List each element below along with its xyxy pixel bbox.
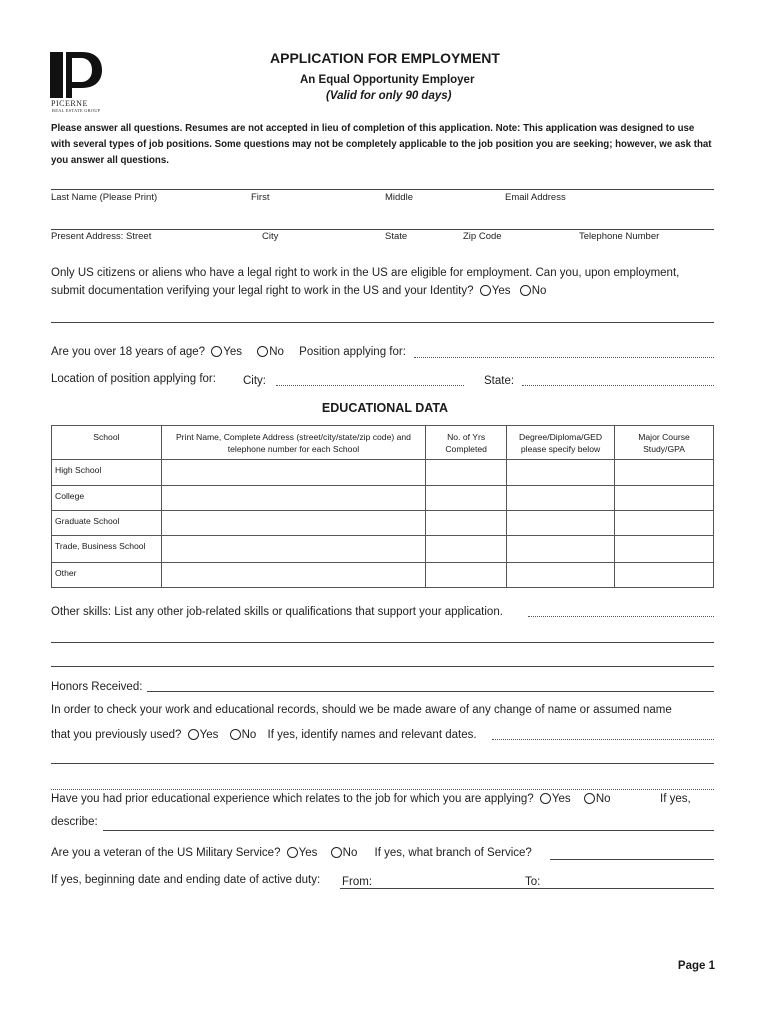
veteran-yes-radio[interactable] (287, 847, 298, 858)
location-city-field[interactable] (276, 385, 464, 386)
header-degree: Degree/Diploma/GED please specify below (507, 426, 615, 460)
table-row (52, 563, 714, 588)
education-header-row (52, 426, 714, 460)
header-school: School (52, 426, 162, 460)
header-address: Print Name, Complete Address (street/city/state/zip code) and telephone number for each School (161, 426, 425, 460)
table-row (52, 511, 714, 536)
table-row (52, 486, 714, 511)
table-row (52, 536, 714, 563)
age-no-label: No (269, 346, 284, 358)
cell-input[interactable] (615, 486, 714, 511)
name-change-line-3[interactable] (51, 789, 714, 790)
last-name-label: Last Name (Please Print) (51, 192, 158, 203)
cell-input[interactable] (161, 563, 425, 588)
veteran-no-label: No (342, 847, 358, 859)
cell-input[interactable] (426, 536, 507, 563)
location-label: Location of position applying for: (51, 373, 216, 385)
age-question: Are you over 18 years of age? (51, 346, 206, 358)
instructions: Please answer all questions. Resumes are not accepted in lieu of completion of this application. Note: This application was designed to use with several types of job positions. Some questions may not be completely applicable to the job position you are seeking; however, we ask that you answer all questions. (51, 123, 712, 166)
cell-input[interactable] (426, 460, 507, 486)
form-validity: (Valid for only 90 days) (326, 90, 452, 102)
table-row (52, 460, 714, 486)
form-subtitle: An Equal Opportunity Employer (300, 74, 475, 86)
location-city-label: City: (243, 375, 266, 387)
logo-wordmark: PICERNE (51, 99, 88, 108)
duty-to-label: To: (525, 876, 541, 888)
duty-from-label: From: (342, 876, 373, 888)
duty-dates-field[interactable] (340, 888, 714, 889)
cell-input[interactable] (507, 563, 615, 588)
cell-input[interactable] (426, 563, 507, 588)
cell-input[interactable] (426, 511, 507, 536)
other-skills-label: Other skills: List any other job-related skills or qualifications that support your application. (51, 606, 503, 618)
prior-edu-describe-field[interactable] (103, 830, 714, 831)
form-title: APPLICATION FOR EMPLOYMENT (270, 50, 500, 66)
name-change-field[interactable] (492, 739, 714, 740)
prior-edu-no-radio[interactable] (584, 793, 595, 804)
veteran-branch-label: If yes, what branch of Service? (374, 847, 532, 859)
honors-label: Honors Received: (51, 681, 143, 693)
veteran-row (51, 847, 532, 859)
age-yes-label: Yes (223, 346, 243, 358)
prior-edu-if-yes: If yes, (660, 793, 691, 805)
logo-subtitle: REAL ESTATE GROUP (52, 108, 101, 113)
email-label: Email Address (505, 192, 566, 203)
work-right-yes-label: Yes (491, 285, 511, 297)
prior-edu-no-label: No (595, 793, 611, 805)
work-right-question-line2 (51, 285, 546, 297)
work-right-question-text: submit documentation verifying your legal right to work in the US and your Identity? (51, 285, 474, 297)
veteran-no-radio[interactable] (331, 847, 342, 858)
cell-input[interactable] (507, 460, 615, 486)
prior-edu-yes-label: Yes (551, 793, 571, 805)
cell-input[interactable] (615, 563, 714, 588)
work-right-no-label: No (531, 285, 547, 297)
duty-label: If yes, beginning date and ending date of active duty: (51, 874, 321, 886)
cell-input[interactable] (507, 536, 615, 563)
city-label: City (262, 231, 279, 242)
address-line[interactable] (51, 229, 714, 230)
veteran-branch-field[interactable] (550, 859, 714, 860)
other-skills-line-3[interactable] (51, 666, 714, 667)
cell-input[interactable] (615, 511, 714, 536)
prior-edu-row (51, 793, 611, 805)
cell-input[interactable] (161, 486, 425, 511)
page-number: Page 1 (677, 960, 715, 972)
veteran-yes-label: Yes (298, 847, 318, 859)
name-change-no-label: No (241, 729, 257, 741)
work-right-yes-radio[interactable] (480, 285, 491, 296)
name-change-yes-radio[interactable] (188, 729, 199, 740)
location-state-label: State: (484, 375, 515, 387)
work-right-no-radio[interactable] (520, 285, 531, 296)
row-label-graduate-school: Graduate School (52, 511, 162, 536)
header-major: Major Course Study/GPA (615, 426, 714, 460)
name-change-question-line1: In order to check your work and educational records, should we be made aware of any change of name or assumed name (51, 704, 672, 716)
cell-input[interactable] (507, 486, 615, 511)
age-no-radio[interactable] (257, 346, 268, 357)
other-skills-field[interactable] (528, 616, 714, 617)
prior-edu-yes-radio[interactable] (540, 793, 551, 804)
honors-field[interactable] (147, 691, 714, 692)
name-change-row (51, 729, 477, 741)
street-label: Present Address: Street (51, 231, 152, 242)
name-change-yes-label: Yes (199, 729, 219, 741)
cell-input[interactable] (161, 536, 425, 563)
header-years: No. of Yrs Completed (426, 426, 507, 460)
education-heading: EDUCATIONAL DATA (321, 401, 449, 415)
work-right-question-line1: Only US citizens or aliens who have a legal right to work in the US are eligible for employment. Can you, upon employment, (51, 267, 680, 279)
veteran-question: Are you a veteran of the US Military Service? (51, 847, 281, 859)
location-state-field[interactable] (522, 385, 714, 386)
first-name-label: First (251, 192, 270, 203)
cell-input[interactable] (161, 511, 425, 536)
row-label-high-school: High School (52, 460, 162, 486)
cell-input[interactable] (615, 536, 714, 563)
prior-edu-question: Have you had prior educational experience which relates to the job for which you are applying? (51, 793, 534, 805)
other-skills-line-2[interactable] (51, 642, 714, 643)
cell-input[interactable] (615, 460, 714, 486)
middle-name-label: Middle (385, 192, 413, 203)
work-right-answer-line[interactable] (51, 322, 714, 323)
position-field[interactable] (414, 357, 714, 358)
name-line[interactable] (51, 189, 714, 190)
name-change-question-line2: that you previously used? (51, 729, 182, 741)
name-change-line-2[interactable] (51, 763, 714, 764)
cell-input[interactable] (426, 486, 507, 511)
row-label-other: Other (52, 563, 162, 588)
phone-label: Telephone Number (579, 231, 660, 242)
age-question-row (51, 346, 406, 358)
name-change-no-radio[interactable] (230, 729, 241, 740)
age-yes-radio[interactable] (211, 346, 222, 357)
row-label-college: College (52, 486, 162, 511)
cell-input[interactable] (507, 511, 615, 536)
zip-label: Zip Code (463, 231, 502, 242)
position-label: Position applying for: (299, 346, 406, 358)
row-label-trade-school: Trade, Business School (52, 536, 162, 563)
education-table (51, 425, 714, 588)
cell-input[interactable] (161, 460, 425, 486)
name-change-if-yes: If yes, identify names and relevant dates. (267, 729, 477, 741)
state-label: State (385, 231, 408, 242)
prior-edu-describe-label: describe: (51, 816, 98, 828)
